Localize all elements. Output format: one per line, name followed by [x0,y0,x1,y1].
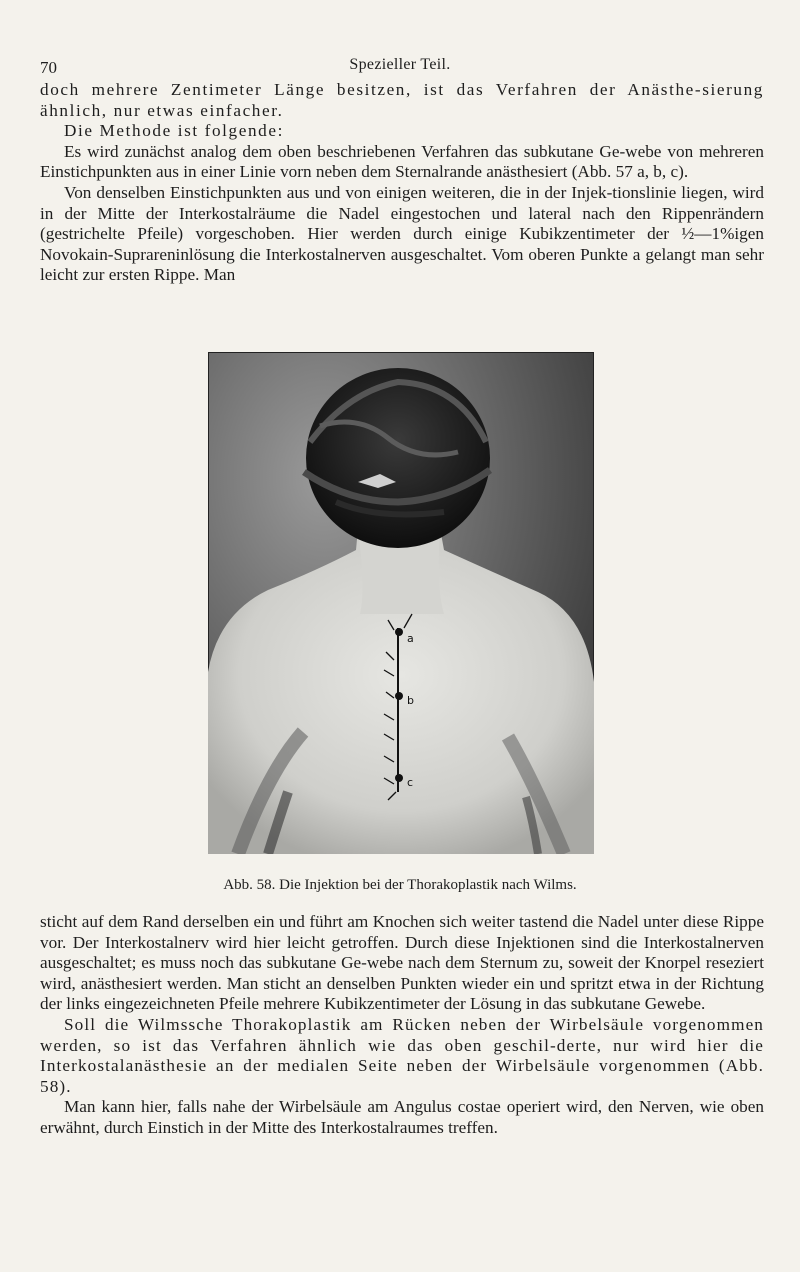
paragraph: Von denselben Einstichpunkten aus und von einigen weiteren, die in der Injek-tionslinie liegen, wird in der Mitte der Interkostalräume die Nadel eingestochen und lateral nach den Rippenrändern (gestrichelte Pfeile) vorgeschoben. Hier werden durch einige Kubikzentimeter der ½—1%igen Novokain-Suprareninlösung die Interkostalnerven ausgeschaltet. Vom oberen Punkte a gelangt man sehr leicht zur ersten Rippe. Man [40,182,764,285]
paragraph: Man kann hier, falls nahe der Wirbelsäule am Angulus costae operiert wird, den Nerven, wie oben erwähnt, durch Einstich in der Mitte des Interkostalraumes treffen. [40,1097,764,1137]
paragraph: Die Methode ist folgende: [64,121,284,141]
paragraph: Soll die Wilmssche Thorakoplastik am Rücken neben der Wirbelsäule vorgenommen werden, so ist das Verfahren ähnlich wie das oben geschil-derte, nur wird hier die Interkostalanästhesie an der medialen Seite neben der Wirbelsäule vorgenommen (Abb. 58). [40,1014,764,1096]
running-head: Spezieller Teil. [349,56,451,73]
injection-point-b [395,692,403,700]
figure-caption: Abb. 58. Die Injektion bei der Thorakoplastik nach Wilms. [223,877,577,893]
injection-point-a [395,628,403,636]
point-label-b: b [407,694,414,707]
page-number: 70 [40,58,57,77]
paragraph: sticht auf dem Rand derselben ein und führt am Knochen sich weiter tastend die Nadel unter diese Rippe vor. Der Interkostalnerv wird hier leicht getroffen. Durch diese Injektionen sind die Interkostalnerven ausgeschaltet; es muss noch das subkutane Ge-webe nach dem Sternum zu, soweit der Knorpel reseziert wird, anästhesiert werden. Man sticht an denselben Punkten wieder ein und spritzt etwa in der Richtung der links eingezeichneten Pfeile mehrere Kubikzentimeter der Lösung in das subkutane Gewebe. [40,912,764,1014]
back-photograph [208,352,594,854]
hair-bun [306,368,490,548]
point-label-a: a [407,632,414,645]
point-label-c: c [407,776,414,789]
bottom-text-block [40,912,764,1139]
injection-point-c [395,774,403,782]
paragraph: Es wird zunächst analog dem oben beschriebenen Verfahren das subkutane Ge-webe von mehreren Einstichpunkten aus in einer Linie vorn neben dem Sternalrande anästhesiert (Abb. 57 a, b, c). [40,141,764,182]
paragraph: doch mehrere Zentimeter Länge besitzen, ist das Verfahren der Anästhe-sierung ähnlich, nur etwas einfacher. [40,80,764,120]
top-text-block [40,80,764,286]
